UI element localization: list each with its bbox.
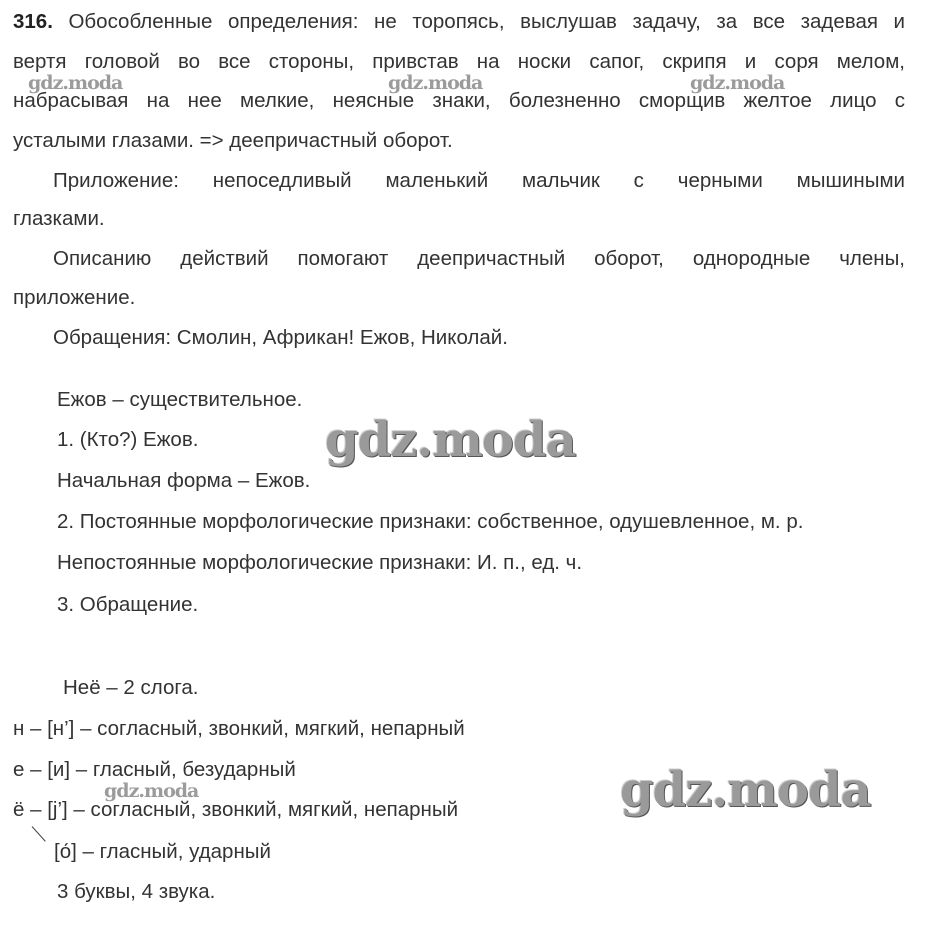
watermark: gdz.moda <box>620 762 871 818</box>
branch-line <box>32 826 46 842</box>
phonetic-line: е – [и] – гласный, безударный <box>13 758 296 781</box>
paragraph1-line1 <box>13 10 905 34</box>
paragraph3-line1: Описанию действий помогают деепричастный оборот, однородные члены, <box>53 247 905 270</box>
phonetic-line: Неё – 2 слога. <box>63 676 199 699</box>
phonetic-line: ё – [j’] – согласный, звонкий, мягкий, непарный <box>13 798 459 821</box>
paragraph2-line1: Приложение: непоседливый маленький мальчик с черными мышиными <box>53 169 905 192</box>
paragraph2-line2: глазками. <box>13 207 105 230</box>
watermark: gdz.moda <box>690 72 785 94</box>
watermark: gdz.moda <box>325 412 576 468</box>
paragraph1-line3: набрасывая на нее мелкие, неясные знаки, болезненно сморщив желтое лицо с <box>13 89 905 112</box>
paragraph3-line2: приложение. <box>13 286 136 309</box>
phonetic-line: 3 буквы, 4 звука. <box>57 880 216 903</box>
watermark: gdz.moda <box>388 72 483 94</box>
morph-line: 1. (Кто?) Ежов. <box>57 428 199 451</box>
morph-line: Непостоянные морфологические признаки: И. п., ед. ч. <box>57 551 583 574</box>
paragraph1-line4: усталыми глазами. => деепричастный оборот. <box>13 129 453 152</box>
morph-line: 2. Постоянные морфологические признаки: собственное, одушевленное, м. р. <box>57 510 804 533</box>
morph-line: Начальная форма – Ежов. <box>57 469 311 492</box>
text: Обособленные определения: не торопясь, выслушав задачу, за все задевая и <box>68 10 905 33</box>
watermark: gdz.moda <box>28 72 123 94</box>
phonetic-line: [о́] – гласный, ударный <box>54 840 271 863</box>
phonetic-line: н – [н’] – согласный, звонкий, мягкий, непарный <box>13 717 465 740</box>
morph-line: Ежов – существительное. <box>57 388 303 411</box>
watermark: gdz.moda <box>104 780 199 802</box>
exercise-number: 316. <box>13 10 53 33</box>
paragraph4: Обращения: Смолин, Африкан! Ежов, Николай. <box>53 326 508 349</box>
paragraph1-line2: вертя головой во все стороны, привстав на носки сапог, скрипя и соря мелом, <box>13 50 905 73</box>
morph-line: 3. Обращение. <box>57 593 199 616</box>
